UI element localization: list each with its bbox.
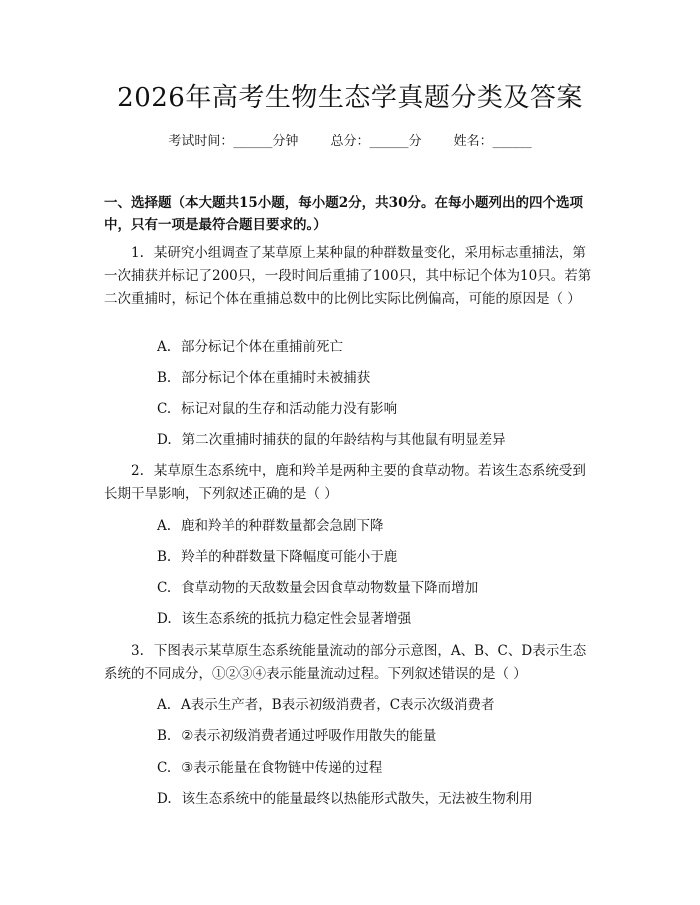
option-text: 部分标记个体在重捕时未被捕获 [181, 370, 371, 386]
question-stem: 某草原生态系统中，鹿和羚羊是两种主要的食草动物。若该生态系统受到长期干旱影响，下列叙述正确的是（ ） [104, 463, 586, 502]
option-3d [157, 788, 597, 810]
option-letter: D. [157, 791, 172, 807]
option-letter: B. [157, 728, 172, 744]
option-letter: B. [157, 370, 172, 386]
option-2a [157, 515, 597, 537]
section-heading: 一、选择题（本大题共15小题，每小题2分，共30分。在每小题列出的四个选项中，只有一项是最符合题目要求的。） [104, 195, 583, 233]
option-letter: B. [157, 549, 172, 565]
option-letter: A. [157, 697, 172, 713]
option-letter: D. [157, 432, 172, 448]
option-text: 食草动物的天敌数量会因食草动物数量下降而增加 [181, 580, 479, 596]
question-number: 1. [131, 245, 144, 261]
option-text: ③表示能量在食物链中传递的过程 [181, 760, 383, 776]
option-letter: A. [157, 339, 172, 355]
question-3 [104, 640, 598, 686]
exam-time-field: 考试时间：______分钟 [168, 134, 299, 149]
question-stem: 某研究小组调查了某草原上某种鼠的种群数量变化，采用标志重捕法，第一次捕获并标记了200只，一段时间后重捕了100只，其中标记个体为10只。若第二次重捕时，标记个体在重捕总数中的比例比实际比例偏高，可能的原因是（ ） [104, 245, 592, 307]
option-text: ②表示初级消费者通过呼吸作用散失的能量 [181, 728, 437, 744]
option-text: 第二次重捕时捕获的鼠的年龄结构与其他鼠有明显差异 [181, 432, 506, 448]
option-letter: D. [157, 611, 172, 627]
question-number: 3. [131, 643, 144, 659]
option-letter: C. [157, 760, 172, 776]
option-letter: C. [157, 401, 172, 417]
option-text: A表示生产者，B表示初级消费者，C表示次级消费者 [181, 697, 495, 713]
option-letter: C. [157, 580, 172, 596]
exam-meta [0, 132, 700, 152]
option-3c [157, 757, 597, 779]
option-1b [157, 367, 597, 389]
option-2d [157, 608, 597, 630]
option-text: 羚羊的种群数量下降幅度可能小于鹿 [181, 549, 398, 565]
page-title: 2026年高考生物生态学真题分类及答案 [117, 83, 583, 113]
option-1c [157, 398, 597, 420]
option-text: 该生态系统的抵抗力稳定性会显著增强 [181, 611, 412, 627]
option-text: 鹿和羚羊的种群数量都会急剧下降 [181, 518, 384, 534]
name-field: 姓名：______ [453, 134, 532, 149]
option-letter: A. [157, 518, 172, 534]
question-1 [104, 242, 598, 311]
option-1d [157, 429, 597, 451]
option-text: 该生态系统中的能量最终以热能形式散失，无法被生物利用 [181, 791, 533, 807]
option-2b [157, 546, 597, 568]
option-1a [157, 336, 597, 358]
option-2c [157, 577, 597, 599]
option-3b [157, 725, 597, 747]
question-stem: 下图表示某草原生态系统能量流动的部分示意图，A、B、C、D表示生态系统的不同成分，①②③④表示能量流动过程。下列叙述错误的是（ ） [104, 643, 587, 682]
total-score-field: 总分：______分 [330, 134, 422, 149]
question-number: 2. [131, 463, 144, 479]
question-2 [104, 460, 598, 506]
option-text: 标记对鼠的生存和活动能力没有影响 [181, 401, 398, 417]
option-3a [157, 694, 597, 716]
option-text: 部分标记个体在重捕前死亡 [181, 339, 344, 355]
